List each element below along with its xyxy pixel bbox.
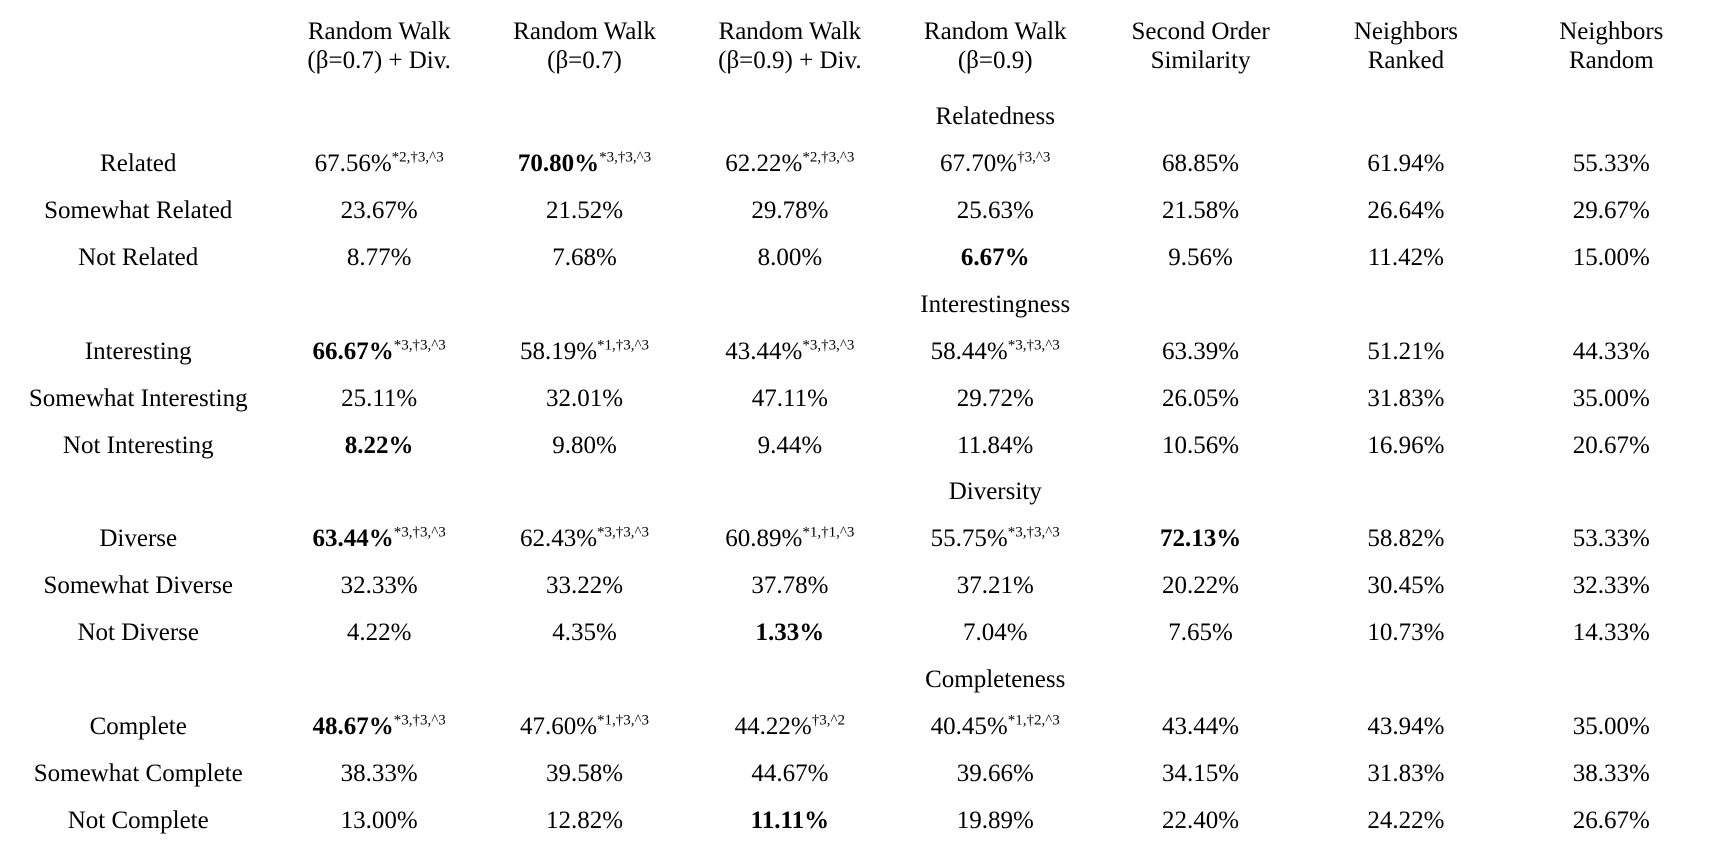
cell-value: 8.22% [344, 431, 414, 459]
data-cell [1098, 610, 1303, 657]
cell-value: 66.67% [312, 337, 394, 365]
cell-value: 44.67% [751, 760, 829, 788]
data-cell [276, 798, 481, 845]
row-label: Somewhat Related [44, 196, 233, 224]
column-header-line1: Neighbors [1353, 18, 1459, 46]
column-header-line1: Second Order [1131, 18, 1270, 46]
data-cell [276, 516, 481, 563]
cell-value: 58.82% [1367, 525, 1445, 553]
cell-value: 15.00% [1572, 243, 1650, 271]
column-header-4 [893, 0, 1098, 94]
cell-value: 21.52% [545, 196, 624, 224]
cell-value: 32.01% [545, 384, 624, 412]
row-label: Somewhat Interesting [28, 384, 248, 412]
column-header-line2: Similarity [1150, 46, 1251, 74]
cell-value: 20.67% [1572, 431, 1650, 459]
data-cell [687, 516, 892, 563]
cell-value: 22.40% [1162, 807, 1240, 835]
cell-value: 9.80% [552, 431, 617, 459]
cell-value: 44.22% [734, 713, 812, 741]
data-cell [482, 563, 687, 610]
column-header-line1: Random Walk [513, 18, 656, 46]
table-row [0, 798, 1714, 845]
cell-value: 9.44% [757, 431, 823, 459]
column-header-5 [1098, 0, 1303, 94]
cell-value: 67.70% [940, 149, 1018, 177]
data-cell [1098, 798, 1303, 845]
cell-value: 67.56% [314, 149, 392, 177]
section-banner-spacer [0, 94, 276, 141]
cell-value: 4.35% [552, 619, 617, 647]
table-row [0, 329, 1714, 376]
data-cell [1509, 704, 1714, 751]
data-cell [893, 141, 1098, 188]
section-banner-row [0, 657, 1714, 704]
data-cell [276, 610, 481, 657]
column-header-line1: Random Walk [718, 18, 862, 46]
data-cell [1509, 141, 1714, 188]
significance-marker: *2,†3,^3 [391, 149, 444, 166]
section-banner-spacer [0, 469, 276, 516]
cell-value: 51.21% [1367, 337, 1445, 365]
data-cell [276, 329, 481, 376]
data-cell [482, 235, 687, 282]
cell-value: 29.78% [751, 196, 829, 224]
cell-value: 8.00% [757, 243, 823, 271]
cell-value: 31.83% [1367, 760, 1445, 788]
data-cell [1509, 751, 1714, 798]
column-header-line2: (β=0.9) [957, 46, 1033, 74]
cell-value: 7.65% [1168, 619, 1233, 647]
column-header-line2: Ranked [1367, 46, 1445, 74]
cell-value: 40.45% [930, 713, 1008, 741]
cell-value: 10.73% [1367, 619, 1445, 647]
cell-value: 12.82% [545, 807, 624, 835]
data-cell [1098, 188, 1303, 235]
section-title: Diversity [948, 478, 1042, 506]
cell-value: 25.11% [341, 384, 418, 412]
data-cell [1303, 798, 1508, 845]
significance-marker: *1,†2,^3 [1007, 712, 1060, 729]
table-row [0, 610, 1714, 657]
cell-value: 20.22% [1162, 572, 1240, 600]
section-banner-row [0, 94, 1714, 141]
corner-blank-cell [0, 0, 276, 94]
cell-value: 39.58% [545, 760, 624, 788]
data-cell [893, 235, 1098, 282]
cell-value: 26.67% [1572, 807, 1650, 835]
data-cell [687, 376, 892, 423]
data-cell [482, 516, 687, 563]
cell-value: 33.22% [545, 572, 624, 600]
section-title: Completeness [925, 666, 1066, 694]
data-cell [482, 751, 687, 798]
data-cell [893, 188, 1098, 235]
cell-value: 37.78% [751, 572, 829, 600]
cell-value: 10.56% [1162, 431, 1240, 459]
data-cell [1303, 376, 1508, 423]
cell-value: 11.42% [1367, 243, 1445, 271]
cell-value: 63.39% [1162, 337, 1240, 365]
cell-value: 38.33% [340, 760, 418, 788]
cell-value: 39.66% [956, 760, 1034, 788]
column-header-line1: Random Walk [923, 18, 1067, 46]
cell-value: 55.33% [1572, 149, 1650, 177]
cell-value: 1.33% [755, 619, 825, 647]
data-cell [1098, 751, 1303, 798]
significance-marker: †3,^3 [1017, 149, 1051, 166]
table-row [0, 751, 1714, 798]
row-label: Interesting [84, 337, 192, 365]
data-cell [276, 376, 481, 423]
table-row [0, 516, 1714, 563]
data-cell [276, 563, 481, 610]
data-cell [1509, 235, 1714, 282]
column-header-line2: (β=0.7) [547, 46, 622, 74]
data-cell [482, 329, 687, 376]
row-label: Not Diverse [77, 619, 199, 647]
significance-marker: *1,†3,^3 [597, 337, 650, 354]
data-cell [687, 798, 892, 845]
column-header-line1: Neighbors [1559, 18, 1664, 46]
row-label: Related [100, 149, 177, 177]
data-cell [1098, 376, 1303, 423]
table-row [0, 422, 1714, 469]
cell-value: 70.80% [517, 149, 600, 177]
table-row [0, 704, 1714, 751]
data-cell [276, 751, 481, 798]
cell-value: 31.83% [1367, 384, 1445, 412]
column-header-1 [276, 0, 481, 94]
data-cell [276, 141, 481, 188]
column-header-2 [482, 0, 687, 94]
cell-value: 58.44% [930, 337, 1008, 365]
data-cell [893, 422, 1098, 469]
cell-value: 29.67% [1572, 196, 1650, 224]
significance-marker: *1,†1,^3 [802, 525, 855, 542]
data-cell [1509, 798, 1714, 845]
section-banner-row [0, 469, 1714, 516]
significance-marker: *3,†3,^3 [599, 149, 652, 166]
cell-value: 11.11% [750, 807, 830, 835]
table-header-row [0, 0, 1714, 94]
table-row [0, 563, 1714, 610]
data-cell [1303, 188, 1508, 235]
cell-value: 6.67% [960, 243, 1030, 271]
cell-value: 44.33% [1572, 337, 1650, 365]
data-cell [1303, 751, 1508, 798]
significance-marker: *3,†3,^3 [393, 337, 446, 354]
data-cell [482, 704, 687, 751]
column-header-7 [1509, 0, 1714, 94]
cell-value: 35.00% [1572, 384, 1650, 412]
significance-marker: *3,†3,^3 [393, 525, 446, 542]
data-cell [482, 610, 687, 657]
cell-value: 62.43% [519, 525, 598, 553]
data-cell [893, 610, 1098, 657]
data-cell [1509, 376, 1714, 423]
column-header-line2: (β=0.7) + Div. [307, 46, 451, 74]
data-cell [482, 422, 687, 469]
cell-value: 23.67% [340, 196, 418, 224]
data-cell [1098, 329, 1303, 376]
data-cell [1303, 235, 1508, 282]
data-cell [893, 798, 1098, 845]
column-header-line2: (β=0.9) + Div. [718, 46, 862, 74]
data-cell [276, 422, 481, 469]
table-row [0, 235, 1714, 282]
cell-value: 21.58% [1162, 196, 1240, 224]
significance-marker: *3,†3,^3 [597, 525, 650, 542]
cell-value: 9.56% [1168, 243, 1233, 271]
row-label: Not Interesting [62, 431, 214, 459]
cell-value: 68.85% [1162, 149, 1240, 177]
cell-value: 53.33% [1572, 525, 1650, 553]
section-title: Relatedness [935, 102, 1055, 130]
data-cell [687, 610, 892, 657]
significance-marker: *3,†3,^3 [393, 712, 446, 729]
cell-value: 43.44% [1162, 713, 1240, 741]
data-cell [1303, 141, 1508, 188]
data-cell [1303, 422, 1508, 469]
data-cell [276, 704, 481, 751]
section-banner-spacer [0, 657, 276, 704]
data-cell [893, 376, 1098, 423]
data-cell [1303, 516, 1508, 563]
data-cell [1303, 704, 1508, 751]
significance-marker: †3,^2 [811, 712, 846, 729]
data-cell [1098, 422, 1303, 469]
significance-marker: *3,†3,^3 [802, 337, 855, 354]
cell-value: 32.33% [340, 572, 418, 600]
cell-value: 34.15% [1162, 760, 1240, 788]
cell-value: 16.96% [1367, 431, 1445, 459]
table-row [0, 376, 1714, 423]
data-cell [893, 563, 1098, 610]
cell-value: 72.13% [1159, 525, 1242, 553]
cell-value: 24.22% [1367, 807, 1445, 835]
data-cell [1098, 704, 1303, 751]
row-label: Not Complete [67, 807, 209, 835]
data-cell [276, 235, 481, 282]
significance-marker: *1,†3,^3 [597, 712, 650, 729]
cell-value: 55.75% [930, 525, 1008, 553]
data-cell [687, 188, 892, 235]
data-cell [482, 798, 687, 845]
cell-value: 7.68% [552, 243, 617, 271]
data-cell [1509, 516, 1714, 563]
column-header-6 [1303, 0, 1508, 94]
data-cell [893, 751, 1098, 798]
cell-value: 7.04% [962, 619, 1028, 647]
cell-value: 26.64% [1367, 196, 1445, 224]
data-cell [1098, 141, 1303, 188]
cell-value: 58.19% [519, 337, 598, 365]
cell-value: 4.22% [346, 619, 412, 647]
cell-value: 47.11% [751, 384, 828, 412]
data-cell [1509, 329, 1714, 376]
section-banner-row [0, 282, 1714, 329]
data-cell [1303, 563, 1508, 610]
cell-value: 61.94% [1367, 149, 1445, 177]
data-cell [482, 141, 687, 188]
cell-value: 63.44% [312, 525, 394, 553]
cell-value: 43.94% [1367, 713, 1445, 741]
column-header-3 [687, 0, 892, 94]
significance-marker: *3,†3,^3 [1007, 525, 1060, 542]
data-cell [1098, 235, 1303, 282]
table-row [0, 188, 1714, 235]
data-cell [687, 563, 892, 610]
data-cell [1509, 188, 1714, 235]
cell-value: 11.84% [957, 431, 1034, 459]
data-cell [1509, 422, 1714, 469]
cell-value: 60.89% [725, 525, 803, 553]
significance-marker: *2,†3,^3 [802, 149, 855, 166]
data-cell [1303, 610, 1508, 657]
cell-value: 14.33% [1572, 619, 1650, 647]
cell-value: 8.77% [346, 243, 412, 271]
cell-value: 62.22% [725, 149, 803, 177]
data-cell [687, 141, 892, 188]
cell-value: 30.45% [1367, 572, 1445, 600]
data-cell [1098, 516, 1303, 563]
data-cell [482, 376, 687, 423]
significance-marker: *3,†3,^3 [1007, 337, 1060, 354]
cell-value: 35.00% [1572, 713, 1650, 741]
table-row [0, 141, 1714, 188]
cell-value: 19.89% [956, 807, 1034, 835]
data-cell [687, 422, 892, 469]
data-cell [1509, 610, 1714, 657]
data-cell [687, 704, 892, 751]
row-label: Somewhat Diverse [43, 572, 233, 600]
data-cell [687, 751, 892, 798]
column-header-line2: Random [1568, 46, 1654, 74]
cell-value: 38.33% [1572, 760, 1650, 788]
cell-value: 43.44% [725, 337, 803, 365]
cell-value: 29.72% [956, 384, 1034, 412]
data-cell [687, 329, 892, 376]
cell-value: 48.67% [312, 713, 394, 741]
data-cell [1509, 563, 1714, 610]
row-label: Diverse [99, 525, 178, 553]
row-label: Not Related [78, 243, 199, 271]
data-cell [482, 188, 687, 235]
cell-value: 13.00% [340, 807, 418, 835]
cell-value: 37.21% [956, 572, 1034, 600]
column-header-line1: Random Walk [307, 18, 451, 46]
data-cell [276, 188, 481, 235]
cell-value: 26.05% [1162, 384, 1240, 412]
data-cell [893, 329, 1098, 376]
cell-value: 47.60% [519, 713, 598, 741]
section-banner-spacer [0, 282, 276, 329]
section-title: Interestingness [920, 290, 1071, 318]
cell-value: 25.63% [956, 196, 1034, 224]
data-cell [893, 704, 1098, 751]
data-cell [1098, 563, 1303, 610]
cell-value: 32.33% [1572, 572, 1650, 600]
row-label: Complete [89, 713, 187, 741]
row-label: Somewhat Complete [33, 760, 243, 788]
data-cell [687, 235, 892, 282]
data-cell [1303, 329, 1508, 376]
data-cell [893, 516, 1098, 563]
